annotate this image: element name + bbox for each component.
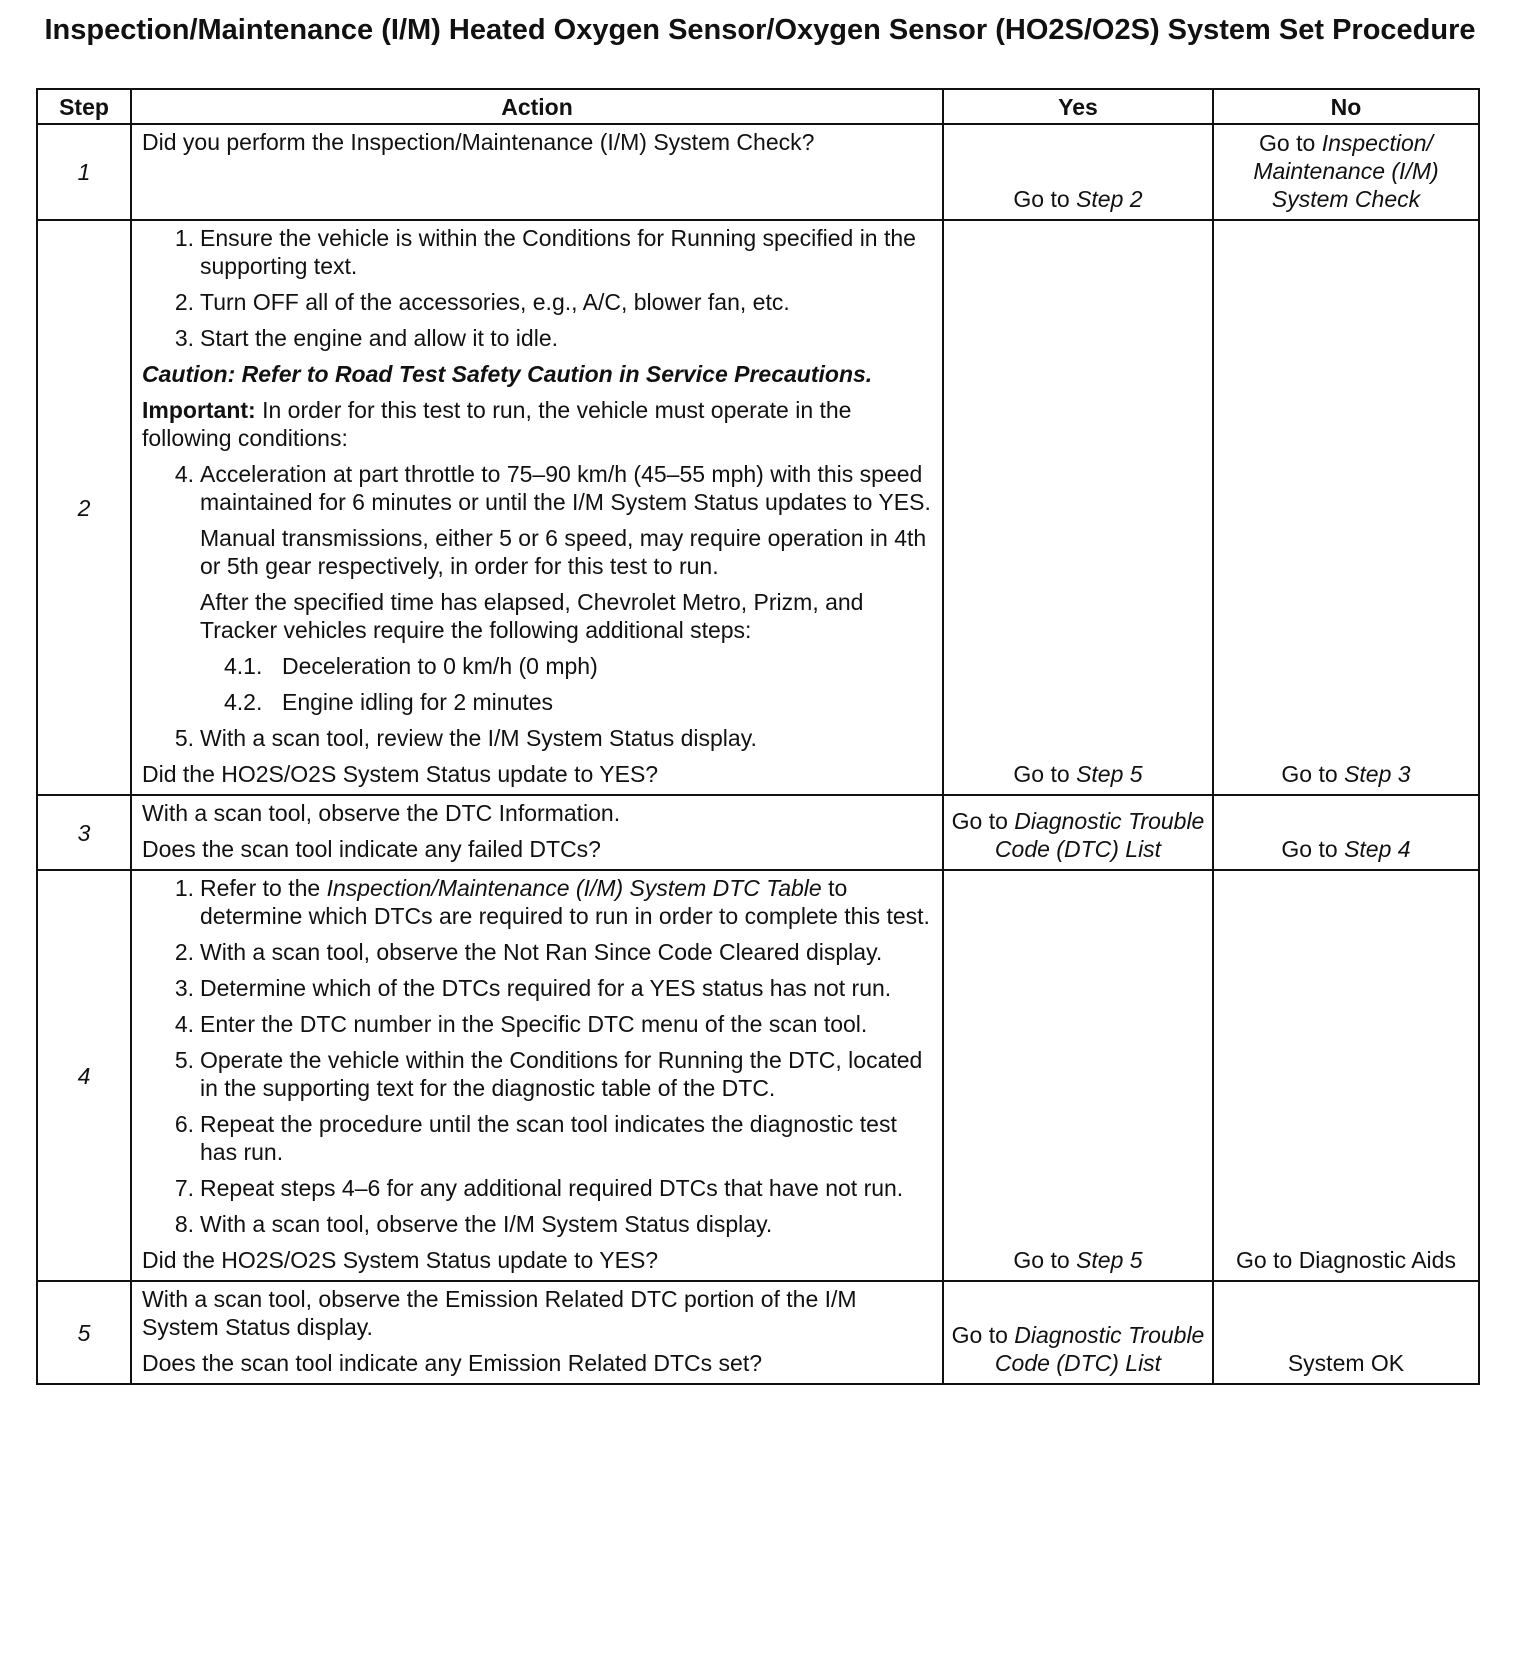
no-cell[interactable] — [1213, 220, 1479, 795]
action-cell — [131, 220, 943, 795]
question-text: Does the scan tool indicate any Emission Related DTCs set? — [142, 1350, 763, 1376]
no-result: System OK — [1287, 1350, 1405, 1376]
instruction-list — [142, 874, 934, 1238]
caution-text: Caution: Refer to Road Test Safety Caution in Service Precautions. — [142, 361, 873, 387]
procedure-table — [36, 88, 1480, 1385]
important-note: Important: In order for this test to run, the vehicle must operate in the following conditions: — [142, 397, 852, 451]
yes-link[interactable]: Diagnostic Trouble Code (DTC) List — [994, 808, 1205, 862]
question-text: Did the HO2S/O2S System Status update to YES? — [142, 1247, 659, 1273]
question-text: Did the HO2S/O2S System Status update to YES? — [142, 761, 659, 787]
sub-list-item: 4.2. Engine idling for 2 minutes — [224, 689, 554, 715]
yes-cell[interactable] — [943, 220, 1213, 795]
list-item: 4. Acceleration at part throttle to 75–90 km/h (45–55 mph) with this speed maintained for 6 minutes or until the I/M System Status updates to YES. — [174, 461, 931, 515]
table-row — [37, 870, 1479, 1281]
list-item: 3. Determine which of the DTCs required for a YES status has not run. — [174, 975, 892, 1001]
yes-prefix: Go to — [951, 1322, 1015, 1348]
action-cell — [131, 124, 943, 220]
table-reference-link[interactable]: Inspection/Maintenance (I/M) System DTC Table — [326, 875, 822, 901]
table-row — [37, 1281, 1479, 1384]
action-cell — [131, 1281, 943, 1384]
instruction-list — [142, 224, 934, 352]
action-cell — [131, 870, 943, 1281]
yes-prefix: Go to — [1013, 761, 1077, 787]
yes-link[interactable]: Step 2 — [1076, 186, 1143, 212]
no-cell[interactable] — [1213, 1281, 1479, 1384]
list-item: 2. Turn OFF all of the accessories, e.g., A/C, blower fan, etc. — [174, 289, 790, 315]
list-item: 3. Start the engine and allow it to idle. — [174, 325, 559, 351]
yes-cell[interactable] — [943, 1281, 1213, 1384]
yes-link[interactable]: Step 5 — [1076, 1247, 1143, 1273]
question-text: Does the scan tool indicate any failed DTCs? — [142, 836, 601, 862]
no-prefix: Go to — [1281, 761, 1345, 787]
no-prefix: Go to — [1281, 836, 1345, 862]
header-yes: Yes — [943, 89, 1213, 124]
action-cell — [131, 795, 943, 870]
step-number: 2 — [37, 220, 131, 795]
header-step: Step — [37, 89, 131, 124]
step-number: 1 — [37, 124, 131, 220]
list-item: 8. With a scan tool, observe the I/M System Status display. — [174, 1211, 773, 1237]
note-text: Manual transmissions, either 5 or 6 speed, may require operation in 4th or 5th gear respectively, in order for this test to run. — [200, 525, 927, 579]
sub-list-item: 4.1. Deceleration to 0 km/h (0 mph) — [224, 653, 598, 679]
action-text: With a scan tool, observe the Emission Related DTC portion of the I/M System Status display. — [142, 1286, 857, 1340]
question-text: Did you perform the Inspection/Maintenance (I/M) System Check? — [142, 129, 815, 155]
note-text: After the specified time has elapsed, Chevrolet Metro, Prizm, and Tracker vehicles require the following additional steps: — [200, 589, 864, 643]
list-item: 7. Repeat steps 4–6 for any additional required DTCs that have not run. — [174, 1175, 904, 1201]
instruction-list — [142, 460, 934, 516]
table-row — [37, 220, 1479, 795]
yes-cell[interactable] — [943, 795, 1213, 870]
sub-list — [142, 652, 934, 716]
list-item: 1. Ensure the vehicle is within the Conditions for Running specified in the supporting text. — [174, 225, 916, 279]
no-link[interactable]: Step 4 — [1344, 836, 1411, 862]
no-cell[interactable] — [1213, 124, 1479, 220]
no-link[interactable]: Step 3 — [1344, 761, 1411, 787]
header-row — [37, 89, 1479, 124]
step-number: 5 — [37, 1281, 131, 1384]
header-no: No — [1213, 89, 1479, 124]
no-cell[interactable] — [1213, 870, 1479, 1281]
step-number: 3 — [37, 795, 131, 870]
list-item: 4. Enter the DTC number in the Specific DTC menu of the scan tool. — [174, 1011, 868, 1037]
yes-prefix: Go to — [1013, 186, 1077, 212]
list-item: 6. Repeat the procedure until the scan tool indicates the diagnostic test has run. — [174, 1111, 897, 1165]
yes-cell[interactable] — [943, 870, 1213, 1281]
list-item: 2. With a scan tool, observe the Not Ran Since Code Cleared display. — [174, 939, 883, 965]
no-link[interactable]: Inspection/ Maintenance (I/M) System Check — [1253, 130, 1439, 212]
table-row — [37, 795, 1479, 870]
yes-prefix: Go to — [1013, 1247, 1077, 1273]
yes-cell[interactable] — [943, 124, 1213, 220]
page-title: Inspection/Maintenance (I/M) Heated Oxygen Sensor/Oxygen Sensor (HO2S/O2S) System Set Procedure — [44, 14, 1476, 46]
yes-link[interactable]: Step 5 — [1076, 761, 1143, 787]
yes-link[interactable]: Diagnostic Trouble Code (DTC) List — [994, 1322, 1205, 1376]
action-text: With a scan tool, observe the DTC Information. — [142, 800, 621, 826]
list-item: 5. With a scan tool, review the I/M System Status display. — [174, 725, 757, 751]
no-cell[interactable] — [1213, 795, 1479, 870]
yes-prefix: Go to — [951, 808, 1015, 834]
instruction-list — [142, 724, 934, 752]
header-action: Action — [131, 89, 943, 124]
no-prefix: Go to — [1259, 130, 1322, 156]
table-row — [37, 124, 1479, 220]
step-number: 4 — [37, 870, 131, 1281]
no-link[interactable]: Go to Diagnostic Aids — [1236, 1247, 1456, 1273]
list-item: 1. Refer to the Inspection/Maintenance (I/M) System DTC Table to determine which DTCs are required to run in order to complete this test. — [174, 875, 930, 929]
list-item: 5. Operate the vehicle within the Conditions for Running the DTC, located in the supporting text for the diagnostic table of the DTC. — [174, 1047, 923, 1101]
